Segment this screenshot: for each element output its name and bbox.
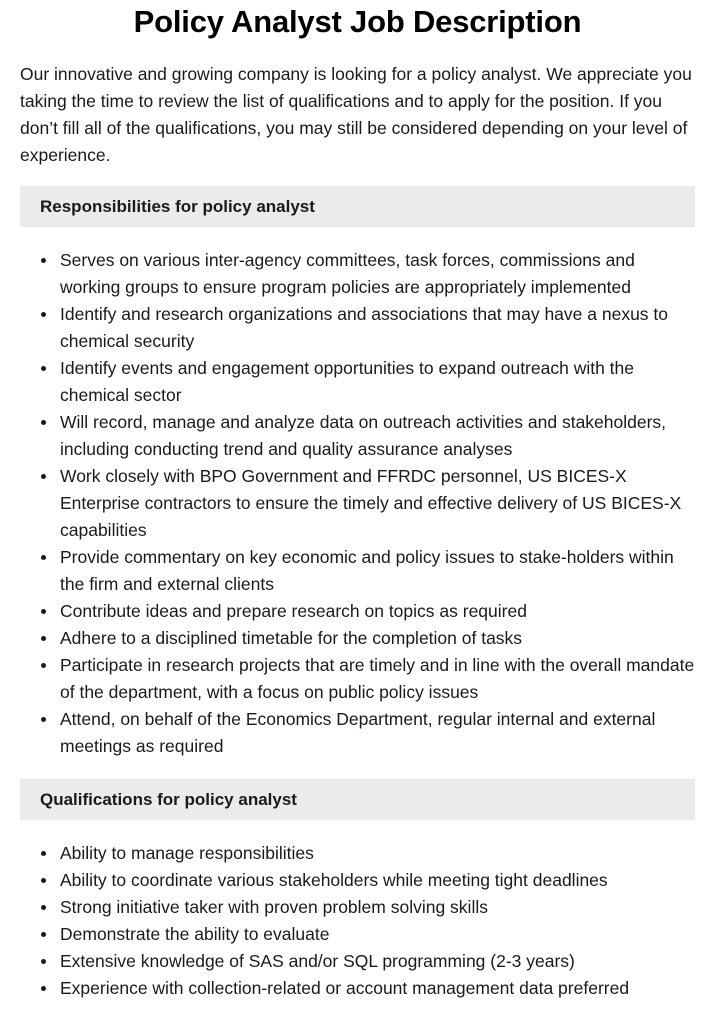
list-item-text: Will record, manage and analyze data on outreach activities and stakeholders, including conducting trend and quality assurance analyses (60, 412, 667, 459)
bullet-icon (41, 312, 46, 317)
bullet-icon (41, 851, 46, 856)
list-item-text: Adhere to a disciplined timetable for the completion of tasks (60, 628, 523, 648)
qualifications-heading: Qualifications for policy analyst (20, 779, 695, 820)
list-item-text: Identify and research organizations and associations that may have a nexus to chemical security (60, 304, 669, 351)
bullet-icon (41, 555, 46, 560)
bullet-icon (41, 420, 46, 425)
bullet-icon (41, 959, 46, 964)
bullet-icon (41, 258, 46, 263)
list-item (60, 625, 695, 652)
bullet-icon (41, 878, 46, 883)
list-item (60, 463, 695, 544)
list-item-text: Experience with collection-related or account management data preferred (60, 978, 630, 998)
bullet-icon (41, 609, 46, 614)
list-item (60, 598, 695, 625)
list-item (60, 301, 695, 355)
bullet-icon (41, 636, 46, 641)
list-item (60, 921, 695, 948)
bullet-icon (41, 986, 46, 991)
responsibilities-list (20, 247, 695, 760)
list-item-text: Participate in research projects that are timely and in line with the overall mandate of the department, with a focus on public policy issues (60, 655, 695, 702)
list-item-text: Provide commentary on key economic and policy issues to stake-holders within the firm and external clients (60, 547, 674, 594)
bullet-icon (41, 663, 46, 668)
page-title: Policy Analyst Job Description (133, 4, 582, 39)
list-item (60, 948, 695, 975)
list-item (60, 652, 695, 706)
qualifications-list (20, 840, 695, 1002)
list-item-text: Identify events and engagement opportunities to expand outreach with the chemical sector (60, 358, 635, 405)
list-item (60, 975, 695, 1002)
list-item-text: Ability to manage responsibilities (60, 843, 314, 863)
list-item-text: Attend, on behalf of the Economics Department, regular internal and external meetings as required (60, 709, 656, 756)
bullet-icon (41, 905, 46, 910)
list-item-text: Contribute ideas and prepare research on topics as required (60, 601, 527, 621)
list-item-text: Ability to coordinate various stakeholders while meeting tight deadlines (60, 870, 608, 890)
bullet-icon (41, 932, 46, 937)
list-item (60, 706, 695, 760)
bullet-icon (41, 717, 46, 722)
list-item (60, 544, 695, 598)
list-item (60, 840, 695, 867)
bullet-icon (41, 474, 46, 479)
responsibilities-heading: Responsibilities for policy analyst (20, 186, 695, 227)
list-item-text: Extensive knowledge of SAS and/or SQL programming (2-3 years) (60, 951, 575, 971)
list-item (60, 894, 695, 921)
list-item-text: Strong initiative taker with proven problem solving skills (60, 897, 488, 917)
list-item (60, 409, 695, 463)
list-item (60, 247, 695, 301)
list-item-text: Work closely with BPO Government and FFRDC personnel, US BICES-X Enterprise contractors to ensure the timely and effective delivery of US BICES-X capabilities (60, 466, 682, 540)
intro-paragraph: Our innovative and growing company is looking for a policy analyst. We appreciate you taking the time to review the list of qualifications and to apply for the position. If you don’t fill all of the qualifications, you may still be considered depending on your level of experience. (20, 64, 692, 165)
list-item (60, 867, 695, 894)
list-item-text: Serves on various inter-agency committees, task forces, commissions and working groups to ensure program policies are appropriately implemented (60, 250, 635, 297)
bullet-icon (41, 366, 46, 371)
list-item-text: Demonstrate the ability to evaluate (60, 924, 330, 944)
list-item (60, 355, 695, 409)
